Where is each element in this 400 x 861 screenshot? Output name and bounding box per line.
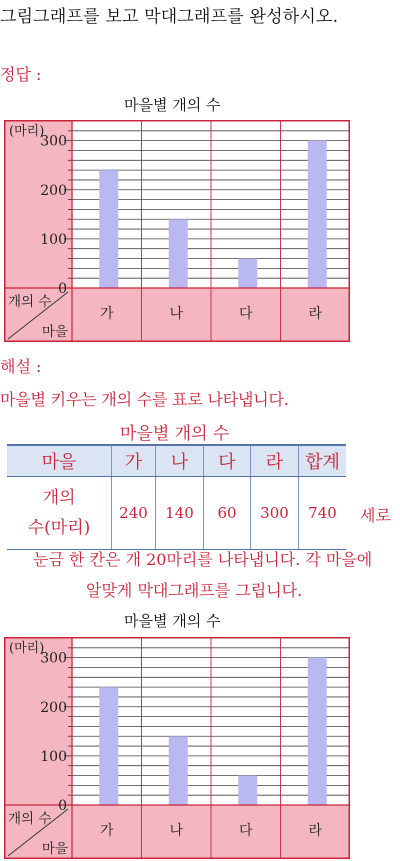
corner-top-label: 개의 수	[8, 294, 52, 310]
y-tick-label: 0	[58, 281, 67, 297]
answer-bar-chart	[4, 120, 350, 342]
x-tick-label: 다	[238, 823, 253, 839]
y-tick-label: 100	[40, 748, 67, 765]
value-na: 140	[156, 477, 204, 550]
corner-bottom-label: 마을	[41, 324, 68, 340]
y-tick-label: 300	[40, 650, 67, 667]
x-tick-label: 나	[169, 823, 184, 839]
tally-table	[7, 444, 346, 550]
bar-가	[99, 687, 118, 805]
x-tick-label: 가	[99, 823, 114, 839]
table-title: 마을별 개의 수	[120, 424, 230, 444]
bar-다	[238, 776, 257, 805]
bar-나	[169, 219, 188, 288]
answer-label: 정답 :	[0, 65, 42, 84]
bar-라	[308, 658, 327, 805]
x-tick-label: 라	[308, 306, 323, 322]
side-note: 세로	[360, 506, 391, 525]
header-da: 다	[204, 445, 251, 477]
x-tick-label: 라	[308, 823, 323, 839]
note-line-2: 알맞게 막대그래프를 그립니다.	[86, 581, 303, 600]
question-text: 그림그래프를 보고 막대그래프를 완성하시오.	[0, 7, 339, 27]
explanation-label: 해설 :	[0, 357, 42, 376]
y-tick-label: 100	[40, 231, 67, 248]
value-da: 60	[204, 477, 251, 550]
value-ga: 240	[112, 477, 156, 550]
explanation-line: 마을별 키우는 개의 수를 표로 나타냅니다.	[0, 390, 289, 409]
header-ra: 라	[251, 445, 299, 477]
x-tick-label: 가	[99, 306, 114, 322]
value-total: 740	[299, 477, 347, 550]
header-village: 마을	[7, 445, 112, 477]
table-value-row	[7, 477, 346, 550]
x-tick-label: 나	[169, 306, 184, 322]
row-label-cell	[7, 477, 112, 550]
row-label-line1: 개의	[42, 488, 76, 508]
corner-bottom-label: 마을	[41, 841, 68, 857]
bar-나	[169, 736, 188, 805]
chart-2-title: 마을별 개의 수	[124, 612, 221, 630]
explanation-bar-chart	[4, 637, 350, 859]
bar-다	[238, 259, 257, 288]
x-tick-label: 다	[238, 306, 253, 322]
y-tick-label: 300	[40, 133, 67, 150]
value-ra: 300	[251, 477, 299, 550]
table-header-row	[7, 445, 346, 477]
header-ga: 가	[112, 445, 156, 477]
header-na: 나	[156, 445, 204, 477]
y-tick-label: 200	[40, 182, 67, 199]
unit-label: (마리)	[9, 124, 45, 139]
row-label-line2: 수(마리)	[27, 518, 91, 538]
chart-1-title: 마을별 개의 수	[124, 96, 221, 114]
header-total: 합계	[299, 445, 347, 477]
bar-가	[99, 170, 118, 288]
unit-label: (마리)	[9, 641, 45, 656]
y-tick-label: 0	[58, 798, 67, 814]
corner-top-label: 개의 수	[8, 811, 52, 827]
bar-라	[308, 141, 327, 288]
y-tick-label: 200	[40, 699, 67, 716]
note-line-1: 눈금 한 칸은 개 20마리를 나타냅니다. 각 마을에	[33, 550, 373, 569]
